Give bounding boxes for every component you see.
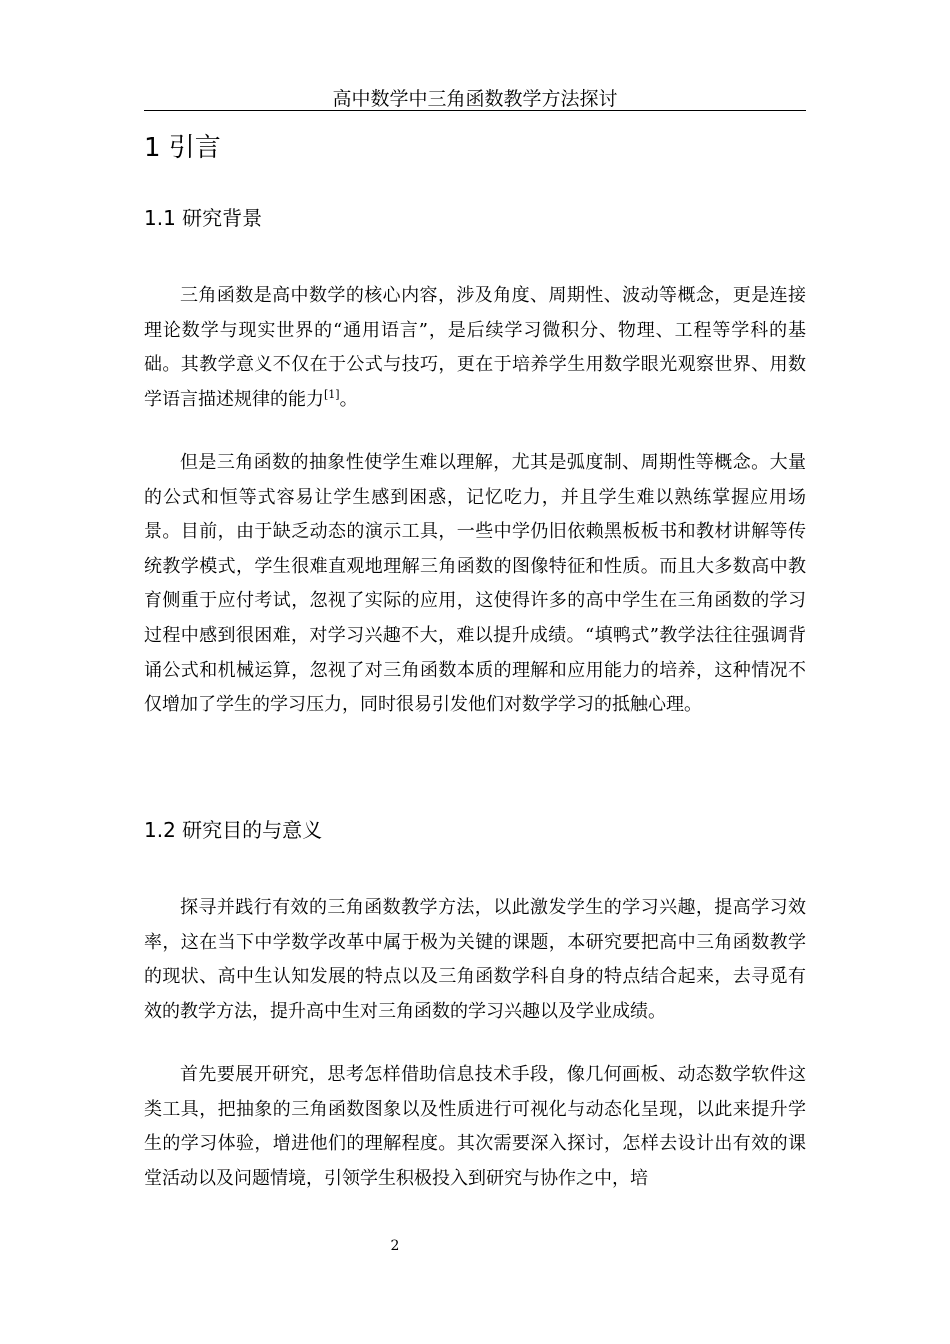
- citation-ref: [1]: [324, 387, 340, 401]
- paragraph: [144, 279, 806, 417]
- paragraph-end: 。: [339, 388, 358, 410]
- section-title-1-1: 1.1 研究背景: [144, 206, 263, 230]
- paragraph: 但是三角函数的抽象性使学生难以理解，尤其是弧度制、周期性等概念。大量的公式和恒等式容易让学生感到困惑，记忆吃力，并且学生难以熟练掌握应用场景。目前，由于缺乏动态的演示工具，一些中学仍旧依赖黑板板书和教材讲解等传统教学模式，学生很难直观地理解三角函数的图像特征和性质。而且大多数高中教育侧重于应付考试，忽视了实际的应用，这使得许多的高中学生在三角函数的学习过程中感到很困难，对学习兴趣不大，难以提升成绩。“填鸭式”教学法往往强调背诵公式和机械运算，忽视了对三角函数本质的理解和应用能力的培养，这种情况不仅增加了学生的学习压力，同时很易引发他们对数学学习的抵触心理。: [144, 452, 806, 716]
- header-rule: [144, 110, 806, 111]
- running-header: 高中数学中三角函数教学方法探讨: [332, 88, 618, 110]
- paragraph-text: 三角函数是高中数学的核心内容，涉及角度、周期性、波动等概念，更是连接理论数学与现实世界的“通用语言”，是后续学习微积分、物理、工程等学科的基础。其教学意义不仅在于公式与技巧，更在于培养学生用数学眼光观察世界、用数学语言描述规律的能力: [144, 285, 806, 410]
- paragraph: 探寻并践行有效的三角函数教学方法，以此激发学生的学习兴趣，提高学习效率，这在当下中学数学改革中属于极为关键的课题，本研究要把高中三角函数教学的现状、高中生认知发展的特点以及三角函数学科自身的特点结合起来，去寻觅有效的教学方法，提升高中生对三角函数的学习兴趣以及学业成绩。: [144, 897, 806, 1022]
- paragraph: 首先要展开研究，思考怎样借助信息技术手段，像几何画板、动态数学软件这类工具，把抽象的三角函数图象以及性质进行可视化与动态化呈现，以此来提升学生的学习体验，增进他们的理解程度。其次需要深入探讨，怎样去设计出有效的课堂活动以及问题情境，引领学生积极投入到研究与协作之中，培: [144, 1064, 806, 1189]
- section-title-1-2: 1.2 研究目的与意义: [144, 818, 323, 842]
- page-number: 2: [390, 1238, 400, 1254]
- chapter-title: 1 引言: [144, 133, 221, 163]
